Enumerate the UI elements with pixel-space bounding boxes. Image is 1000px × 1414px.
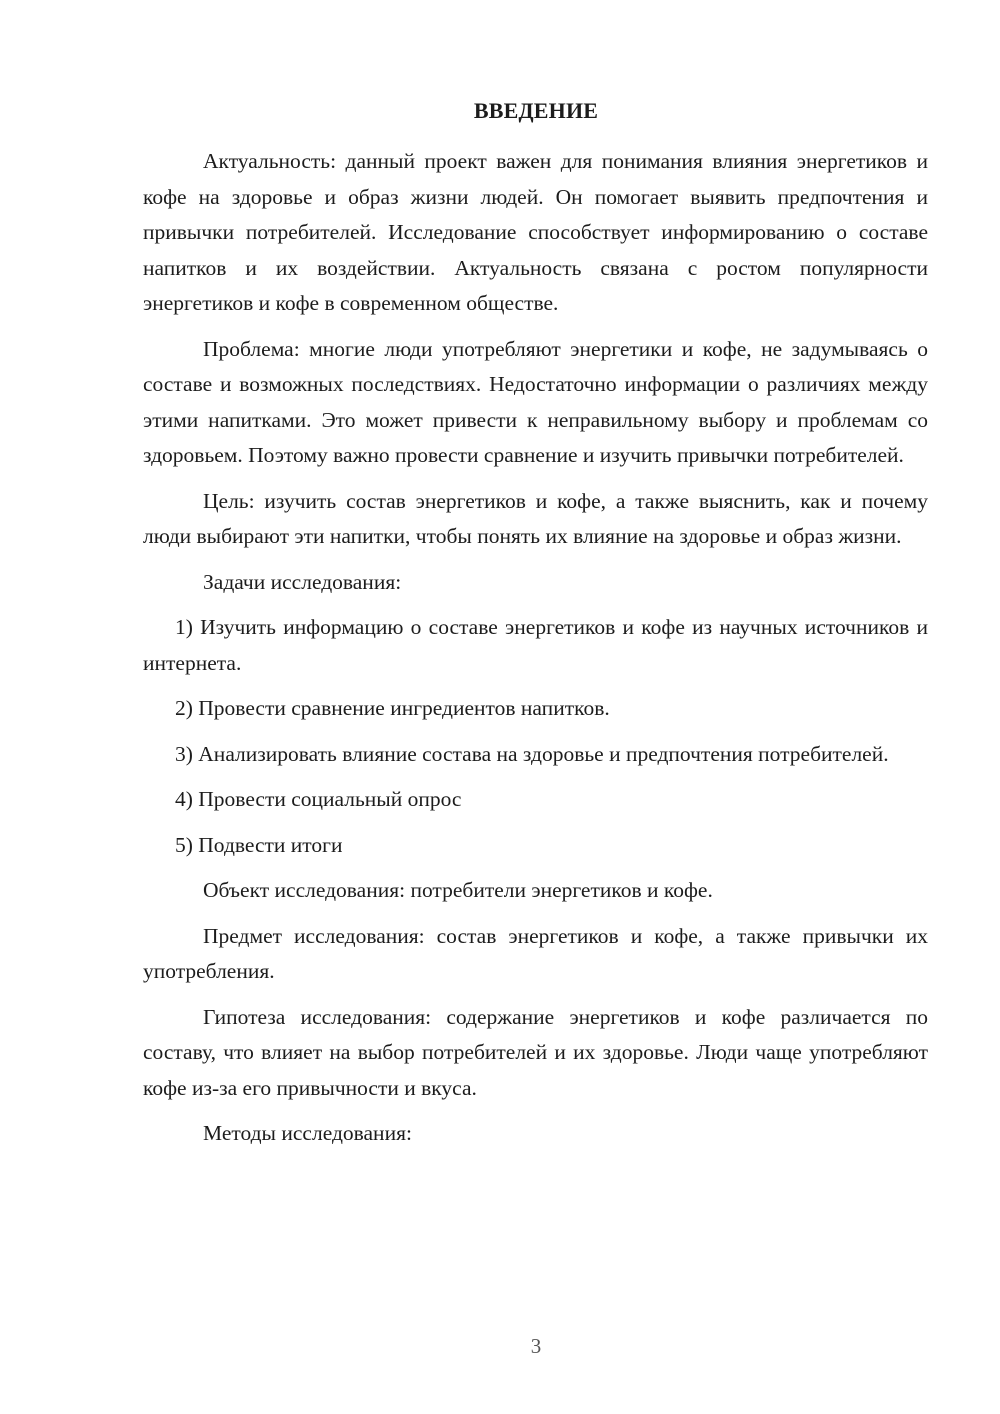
paragraph-tasks-heading: Задачи исследования: bbox=[203, 569, 402, 594]
paragraph-hypothesis: Гипотеза исследования: содержание энергетиков и кофе различается по составу, что влияет на выбор потребителей и их здоровье. Люди чаще употребляют кофе из-за его привычности и вкуса. bbox=[143, 1004, 928, 1100]
task-item: 5) Подвести итоги bbox=[175, 832, 343, 857]
task-item: 3) Анализировать влияние состава на здоровье и предпочтения потребителей. bbox=[175, 741, 889, 766]
paragraph-problem: Проблема: многие люди употребляют энергетики и кофе, не задумываясь о составе и возможных последствиях. Недостаточно информации о различиях между этими напитками. Это может привести к неправильному выбору и проблемам со здоровьем. Поэтому важно провести сравнение и изучить привычки потребителей. bbox=[143, 336, 928, 467]
paragraph-object: Объект исследования: потребители энергетиков и кофе. bbox=[203, 878, 713, 902]
body-text bbox=[143, 144, 928, 1162]
page-number: 3 bbox=[530, 1334, 542, 1358]
paragraph-methods: Методы исследования: bbox=[203, 1121, 412, 1145]
task-item: 4) Провести социальный опрос bbox=[175, 787, 462, 811]
task-item: 2) Провести сравнение ингредиентов напитков. bbox=[175, 696, 610, 720]
page-title: ВВЕДЕНИЕ bbox=[473, 98, 599, 123]
paragraph-goal: Цель: изучить состав энергетиков и кофе, а также выяснить, как и почему люди выбирают эти напитки, чтобы понять их влияние на здоровье и образ жизни. bbox=[143, 488, 928, 548]
task-item: 1) Изучить информацию о составе энергетиков и кофе из научных источников и интернета. bbox=[143, 615, 928, 675]
paragraph-relevance: Актуальность: данный проект важен для понимания влияния энергетиков и кофе на здоровье и образ жизни людей. Он помогает выявить предпочтения и привычки потребителей. Исследование способствует информированию о составе напитков и их воздействии. Актуальность связана с ростом популярности энергетиков и кофе в современном обществе. bbox=[143, 149, 928, 315]
paragraph-subject: Предмет исследования: состав энергетиков и кофе, а также привычки их употребления. bbox=[143, 923, 928, 983]
